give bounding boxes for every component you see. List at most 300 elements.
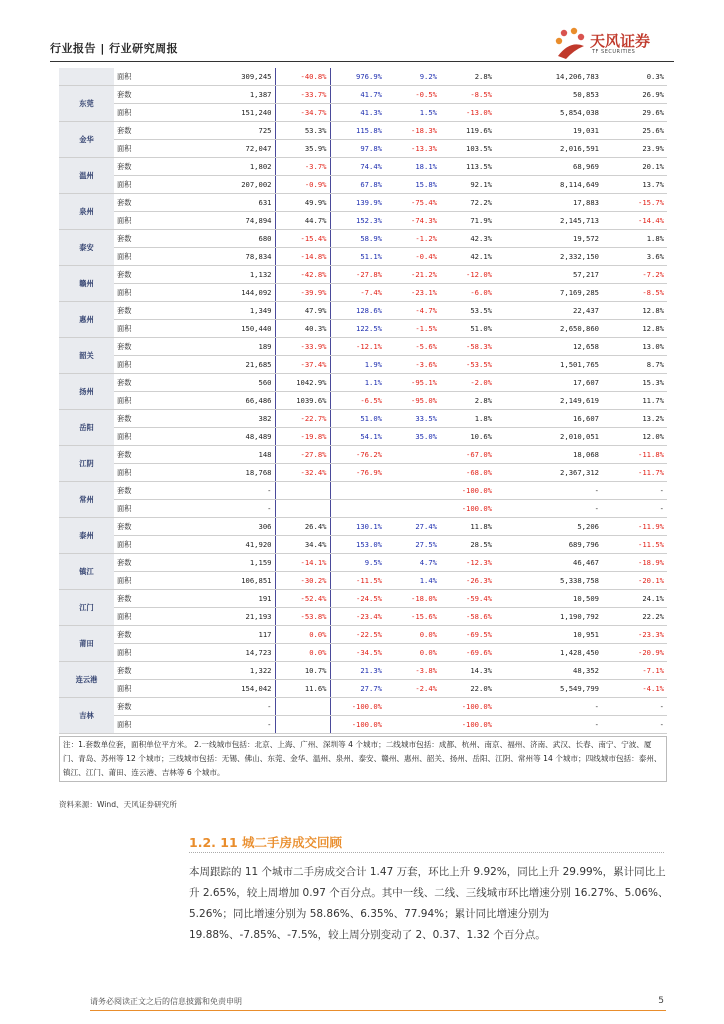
city-name: 惠州 — [59, 302, 114, 338]
city-name: 泰安 — [59, 230, 114, 266]
pct-cell: -76.9% — [330, 464, 385, 482]
pct-cell: -3.6% — [385, 356, 440, 374]
metric-label: 面积 — [114, 572, 159, 590]
pct-cell: -34.7% — [275, 104, 330, 122]
table-row — [59, 86, 667, 104]
pct-cell — [275, 500, 330, 518]
pct-cell: -15.7% — [602, 194, 667, 212]
pct-cell: -12.0% — [440, 266, 495, 284]
pct-cell: 10.7% — [275, 662, 330, 680]
pct-cell: -52.4% — [275, 590, 330, 608]
value-cell: 148 — [159, 446, 275, 464]
value-cell: 17,883 — [495, 194, 602, 212]
section-title: 1.2. 11 城二手房成交回顾 — [189, 835, 342, 850]
pct-cell: 0.0% — [385, 644, 440, 662]
pct-cell: 130.1% — [330, 518, 385, 536]
value-cell: 309,245 — [159, 68, 275, 86]
value-cell: 68,969 — [495, 158, 602, 176]
pct-cell: 72.2% — [440, 194, 495, 212]
pct-cell: 11.6% — [275, 680, 330, 698]
logo-subtitle: TF SECURITIES — [592, 49, 636, 55]
city-name: 温州 — [59, 158, 114, 194]
value-cell: 19,031 — [495, 122, 602, 140]
pct-cell: 15.3% — [602, 374, 667, 392]
value-cell: 2,332,150 — [495, 248, 602, 266]
pct-cell — [330, 500, 385, 518]
pct-cell: -40.8% — [275, 68, 330, 86]
pct-cell: 1.9% — [330, 356, 385, 374]
pct-cell: -3.7% — [275, 158, 330, 176]
table-row — [59, 716, 667, 734]
pct-cell: -34.5% — [330, 644, 385, 662]
table-row — [59, 140, 667, 158]
metric-label: 套数 — [114, 302, 159, 320]
pct-cell: 27.5% — [385, 536, 440, 554]
pct-cell: 49.9% — [275, 194, 330, 212]
value-cell: 21,685 — [159, 356, 275, 374]
pct-cell: 115.8% — [330, 122, 385, 140]
pct-cell: -2.4% — [385, 680, 440, 698]
pct-cell: - — [602, 500, 667, 518]
table-row — [59, 572, 667, 590]
pct-cell: -15.6% — [385, 608, 440, 626]
metric-label: 套数 — [114, 86, 159, 104]
table-row — [59, 374, 667, 392]
pct-cell: 14.3% — [440, 662, 495, 680]
table-row — [59, 194, 667, 212]
section-paragraph: 本周跟踪的 11 个城市二手房成交合计 1.47 万套，环比上升 9.92%，同比上升 29.99%，累计同比上升 2.65%，较上周增加 0.97 个百分点。其中一线、二线、三线城市环比增速分别 16.27%、5.06%、5.26%；同比增速分别为 58.86%、6.35%、77.94%；累计同比增速分别为 19.88%、-7.85%、-7.5%，较上周分别变动了 2、0.37、1.32 个百分点。 — [189, 866, 669, 941]
section-divider — [189, 852, 664, 853]
table-row — [59, 176, 667, 194]
value-cell: 1,802 — [159, 158, 275, 176]
city-name: 东莞 — [59, 86, 114, 122]
pct-cell — [385, 482, 440, 500]
table-row — [59, 320, 667, 338]
value-cell: 1,322 — [159, 662, 275, 680]
metric-label: 套数 — [114, 266, 159, 284]
value-cell: 5,549,799 — [495, 680, 602, 698]
metric-label: 套数 — [114, 554, 159, 572]
value-cell: - — [495, 482, 602, 500]
table-row — [59, 446, 667, 464]
pct-cell: -15.4% — [275, 230, 330, 248]
city-name: 常州 — [59, 482, 114, 518]
value-cell: 106,851 — [159, 572, 275, 590]
value-cell: - — [495, 500, 602, 518]
value-cell: 12,658 — [495, 338, 602, 356]
table-row — [59, 338, 667, 356]
pct-cell: 13.7% — [602, 176, 667, 194]
value-cell: 1,428,450 — [495, 644, 602, 662]
pct-cell: -0.4% — [385, 248, 440, 266]
pct-cell: 21.3% — [330, 662, 385, 680]
pct-cell: 12.8% — [602, 320, 667, 338]
footer-disclaimer: 请务必阅读正文之后的信息披露和免责申明 — [90, 997, 242, 1006]
value-cell: 5,854,038 — [495, 104, 602, 122]
table-row — [59, 698, 667, 716]
pct-cell: -0.9% — [275, 176, 330, 194]
metric-label: 套数 — [114, 410, 159, 428]
city-name: 泉州 — [59, 194, 114, 230]
value-cell: 19,572 — [495, 230, 602, 248]
pct-cell — [330, 482, 385, 500]
value-cell: 8,114,649 — [495, 176, 602, 194]
metric-label: 套数 — [114, 482, 159, 500]
pct-cell: -22.5% — [330, 626, 385, 644]
pct-cell: -53.8% — [275, 608, 330, 626]
pct-cell: -22.7% — [275, 410, 330, 428]
pct-cell: - — [602, 482, 667, 500]
pct-cell: -59.4% — [440, 590, 495, 608]
metric-label: 面积 — [114, 680, 159, 698]
pct-cell: -5.6% — [385, 338, 440, 356]
pct-cell: 1.1% — [330, 374, 385, 392]
city-name: 扬州 — [59, 374, 114, 410]
pct-cell: -11.8% — [602, 446, 667, 464]
value-cell: 41,920 — [159, 536, 275, 554]
pct-cell: 41.3% — [330, 104, 385, 122]
metric-label: 套数 — [114, 698, 159, 716]
pct-cell: 976.9% — [330, 68, 385, 86]
pct-cell: -42.8% — [275, 266, 330, 284]
value-cell: 144,092 — [159, 284, 275, 302]
pct-cell: 44.7% — [275, 212, 330, 230]
value-cell: 2,016,591 — [495, 140, 602, 158]
metric-label: 套数 — [114, 374, 159, 392]
metric-label: 面积 — [114, 140, 159, 158]
table-row — [59, 212, 667, 230]
page-number: 5 — [658, 996, 664, 1006]
city-name: 韶关 — [59, 338, 114, 374]
pct-cell: -18.9% — [602, 554, 667, 572]
value-cell: 57,217 — [495, 266, 602, 284]
pct-cell: -12.1% — [330, 338, 385, 356]
pct-cell: 153.0% — [330, 536, 385, 554]
city-name: 江阴 — [59, 446, 114, 482]
value-cell: 18,068 — [495, 446, 602, 464]
pct-cell: -11.7% — [602, 464, 667, 482]
value-cell: 21,193 — [159, 608, 275, 626]
pct-cell — [385, 698, 440, 716]
pct-cell: 13.0% — [602, 338, 667, 356]
pct-cell: 0.0% — [275, 644, 330, 662]
value-cell: - — [159, 716, 275, 734]
value-cell: 150,440 — [159, 320, 275, 338]
pct-cell: 1.5% — [385, 104, 440, 122]
value-cell: 66,486 — [159, 392, 275, 410]
pct-cell: 4.7% — [385, 554, 440, 572]
pct-cell: 122.5% — [330, 320, 385, 338]
pct-cell: -3.8% — [385, 662, 440, 680]
pct-cell: -1.2% — [385, 230, 440, 248]
pct-cell: -95.1% — [385, 374, 440, 392]
pct-cell: -14.1% — [275, 554, 330, 572]
pct-cell: -23.1% — [385, 284, 440, 302]
pct-cell: -14.4% — [602, 212, 667, 230]
value-cell: 2,367,312 — [495, 464, 602, 482]
pct-cell: 33.5% — [385, 410, 440, 428]
metric-label: 面积 — [114, 428, 159, 446]
table-row — [59, 284, 667, 302]
pct-cell: 23.9% — [602, 140, 667, 158]
value-cell: 48,352 — [495, 662, 602, 680]
value-cell: 189 — [159, 338, 275, 356]
table-row — [59, 356, 667, 374]
pct-cell: -18.0% — [385, 590, 440, 608]
value-cell: 191 — [159, 590, 275, 608]
metric-label: 面积 — [114, 644, 159, 662]
pct-cell: -33.9% — [275, 338, 330, 356]
pct-cell: 9.5% — [330, 554, 385, 572]
pct-cell: -32.4% — [275, 464, 330, 482]
pct-cell: -100.0% — [330, 698, 385, 716]
footer-divider — [90, 1010, 666, 1011]
pct-cell: 11.8% — [440, 518, 495, 536]
value-cell: - — [159, 698, 275, 716]
table-row — [59, 626, 667, 644]
value-cell: 2,149,619 — [495, 392, 602, 410]
value-cell: 18,768 — [159, 464, 275, 482]
value-cell: 5,206 — [495, 518, 602, 536]
table-row — [59, 122, 667, 140]
table-row — [59, 536, 667, 554]
pct-cell: 0.3% — [602, 68, 667, 86]
pct-cell: -37.4% — [275, 356, 330, 374]
metric-label: 面积 — [114, 248, 159, 266]
pct-cell: 42.1% — [440, 248, 495, 266]
value-cell: 680 — [159, 230, 275, 248]
pct-cell: 51.0% — [440, 320, 495, 338]
pct-cell: -100.0% — [440, 500, 495, 518]
metric-label: 套数 — [114, 194, 159, 212]
pct-cell: -30.2% — [275, 572, 330, 590]
value-cell: 1,159 — [159, 554, 275, 572]
pct-cell: -39.9% — [275, 284, 330, 302]
value-cell: 22,437 — [495, 302, 602, 320]
value-cell: 560 — [159, 374, 275, 392]
metric-label: 套数 — [114, 122, 159, 140]
value-cell: 14,206,783 — [495, 68, 602, 86]
pct-cell: 54.1% — [330, 428, 385, 446]
metric-label: 面积 — [114, 392, 159, 410]
value-cell: 2,145,713 — [495, 212, 602, 230]
pct-cell: 41.7% — [330, 86, 385, 104]
table-row — [59, 410, 667, 428]
pct-cell: -4.1% — [602, 680, 667, 698]
value-cell: 689,796 — [495, 536, 602, 554]
city-name: 莆田 — [59, 626, 114, 662]
pct-cell: -7.2% — [602, 266, 667, 284]
metric-label: 面积 — [114, 104, 159, 122]
pct-cell: 51.1% — [330, 248, 385, 266]
value-cell: 50,853 — [495, 86, 602, 104]
pct-cell: 1.4% — [385, 572, 440, 590]
pct-cell: 0.0% — [385, 626, 440, 644]
table-row — [59, 608, 667, 626]
value-cell: 382 — [159, 410, 275, 428]
pct-cell: -23.4% — [330, 608, 385, 626]
pct-cell: 12.0% — [602, 428, 667, 446]
value-cell: 154,042 — [159, 680, 275, 698]
pct-cell: 25.6% — [602, 122, 667, 140]
pct-cell: 97.8% — [330, 140, 385, 158]
pct-cell: 47.9% — [275, 302, 330, 320]
pct-cell — [275, 698, 330, 716]
metric-label: 面积 — [114, 356, 159, 374]
value-cell: 1,190,792 — [495, 608, 602, 626]
metric-label: 面积 — [114, 284, 159, 302]
table-row — [59, 644, 667, 662]
metric-label: 面积 — [114, 536, 159, 554]
metric-label: 套数 — [114, 662, 159, 680]
pct-cell: 92.1% — [440, 176, 495, 194]
pct-cell: -1.5% — [385, 320, 440, 338]
value-cell: 78,834 — [159, 248, 275, 266]
value-cell: 207,002 — [159, 176, 275, 194]
pct-cell: 35.9% — [275, 140, 330, 158]
pct-cell: 11.7% — [602, 392, 667, 410]
city-name: 金华 — [59, 122, 114, 158]
pct-cell: -0.5% — [385, 86, 440, 104]
value-cell: 631 — [159, 194, 275, 212]
pct-cell: 8.7% — [602, 356, 667, 374]
table-row — [59, 590, 667, 608]
table-row — [59, 662, 667, 680]
pct-cell: -27.8% — [330, 266, 385, 284]
pct-cell: -20.9% — [602, 644, 667, 662]
pct-cell: -100.0% — [440, 698, 495, 716]
city-name: 岳阳 — [59, 410, 114, 446]
value-cell: 48,489 — [159, 428, 275, 446]
pct-cell: -67.0% — [440, 446, 495, 464]
table-row — [59, 518, 667, 536]
pct-cell: 12.8% — [602, 302, 667, 320]
metric-label: 面积 — [114, 176, 159, 194]
table-row — [59, 266, 667, 284]
pct-cell: - — [602, 716, 667, 734]
value-cell: 1,132 — [159, 266, 275, 284]
pct-cell: 1039.6% — [275, 392, 330, 410]
pct-cell: 3.6% — [602, 248, 667, 266]
metric-label: 套数 — [114, 230, 159, 248]
pct-cell: 22.2% — [602, 608, 667, 626]
pct-cell: 24.1% — [602, 590, 667, 608]
pct-cell: -100.0% — [440, 482, 495, 500]
value-cell: 10,509 — [495, 590, 602, 608]
table-row — [59, 482, 667, 500]
pct-cell: 2.8% — [440, 392, 495, 410]
pct-cell: -100.0% — [440, 716, 495, 734]
metric-label: 面积 — [114, 608, 159, 626]
pct-cell: 10.6% — [440, 428, 495, 446]
pct-cell — [385, 464, 440, 482]
pct-cell: -13.3% — [385, 140, 440, 158]
pct-cell: -21.2% — [385, 266, 440, 284]
pct-cell — [275, 482, 330, 500]
value-cell: - — [495, 716, 602, 734]
pct-cell: 67.8% — [330, 176, 385, 194]
metric-label: 面积 — [114, 716, 159, 734]
value-cell: 2,650,860 — [495, 320, 602, 338]
logo-name: 天风证券 — [590, 32, 651, 50]
value-cell: 5,338,758 — [495, 572, 602, 590]
pct-cell: 35.0% — [385, 428, 440, 446]
pct-cell — [275, 716, 330, 734]
pct-cell: 103.5% — [440, 140, 495, 158]
value-cell: - — [159, 482, 275, 500]
table-row — [59, 248, 667, 266]
pct-cell: -6.5% — [330, 392, 385, 410]
pct-cell: -11.5% — [602, 536, 667, 554]
pct-cell: 1042.9% — [275, 374, 330, 392]
pct-cell: 27.4% — [385, 518, 440, 536]
metric-label: 面积 — [114, 500, 159, 518]
pct-cell: -24.5% — [330, 590, 385, 608]
source-note: 资料来源：Wind、天风证券研究所 — [59, 800, 177, 809]
pct-cell: 34.4% — [275, 536, 330, 554]
pct-cell: 58.9% — [330, 230, 385, 248]
city-name: 泰州 — [59, 518, 114, 554]
value-cell: 14,723 — [159, 644, 275, 662]
pct-cell — [385, 446, 440, 464]
table-row — [59, 158, 667, 176]
city-name: 江门 — [59, 590, 114, 626]
value-cell: 46,467 — [495, 554, 602, 572]
value-cell: - — [159, 500, 275, 518]
metric-label: 套数 — [114, 338, 159, 356]
logo-icon — [552, 26, 588, 62]
table-row — [59, 554, 667, 572]
city-name: 连云港 — [59, 662, 114, 698]
city-name — [59, 68, 114, 86]
city-transaction-table — [59, 68, 667, 734]
pct-cell: 20.1% — [602, 158, 667, 176]
pct-cell: 119.6% — [440, 122, 495, 140]
pct-cell: - — [602, 698, 667, 716]
value-cell: 725 — [159, 122, 275, 140]
metric-label: 面积 — [114, 212, 159, 230]
value-cell: 1,501,765 — [495, 356, 602, 374]
pct-cell: -76.2% — [330, 446, 385, 464]
pct-cell: -14.8% — [275, 248, 330, 266]
table-row — [59, 392, 667, 410]
pct-cell: -12.3% — [440, 554, 495, 572]
pct-cell: 18.1% — [385, 158, 440, 176]
value-cell: 2,010,051 — [495, 428, 602, 446]
pct-cell: -69.5% — [440, 626, 495, 644]
table-row — [59, 302, 667, 320]
pct-cell: 2.8% — [440, 68, 495, 86]
metric-label: 套数 — [114, 590, 159, 608]
table-row — [59, 68, 667, 86]
pct-cell: -95.0% — [385, 392, 440, 410]
pct-cell: -4.7% — [385, 302, 440, 320]
pct-cell: -27.8% — [275, 446, 330, 464]
pct-cell: 152.3% — [330, 212, 385, 230]
pct-cell: -2.0% — [440, 374, 495, 392]
pct-cell: -7.1% — [602, 662, 667, 680]
table-row — [59, 428, 667, 446]
pct-cell: -11.9% — [602, 518, 667, 536]
value-cell: 7,169,285 — [495, 284, 602, 302]
table-row — [59, 680, 667, 698]
pct-cell: -74.3% — [385, 212, 440, 230]
city-name: 赣州 — [59, 266, 114, 302]
pct-cell: 9.2% — [385, 68, 440, 86]
pct-cell: 28.5% — [440, 536, 495, 554]
pct-cell: -68.0% — [440, 464, 495, 482]
value-cell: 10,951 — [495, 626, 602, 644]
